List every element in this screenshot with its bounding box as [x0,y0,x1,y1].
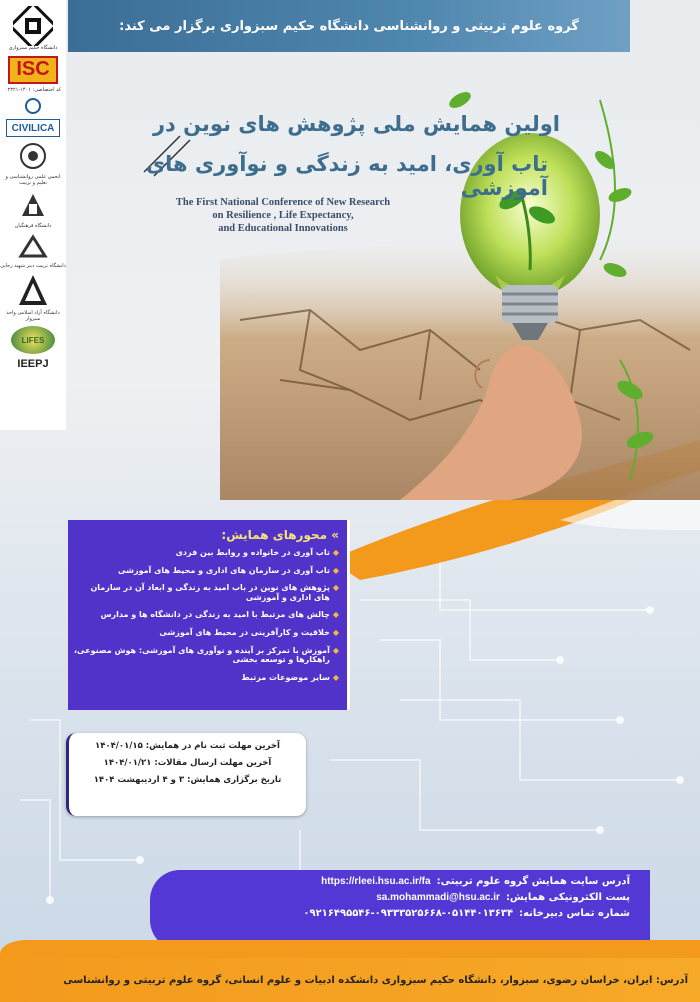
bullet-icon: ◆ [332,548,339,557]
list-item [74,566,339,576]
bullet-icon: ◆ [332,627,339,637]
chevron-icon: » [331,528,339,542]
axis-label: سایر موضوعات مرتبط [241,672,330,682]
farhangian-emblem-icon [18,190,48,220]
phone-label: شماره تماس دبیرخانه: [519,908,630,919]
isc-logo: ISC [8,56,58,84]
azad-caption: دانشگاه آزاد اسلامی واحد سبزوار [6,310,60,322]
ieepj-logo: IEEPJ [17,358,49,370]
civilica-logo: CIVILICA [6,119,60,137]
bullet-icon: ◆ [332,565,339,575]
phone-number: ۰۹۲۱۶۴۹۵۵۴۶-۰۹۳۳۳۵۲۵۶۶۸-۰۵۱۴۴۰۱۳۶۳۴ [303,908,514,919]
email-row [160,892,630,903]
axis-label: تاب آوری در سازمان های اداری و محیط های آموزشی [118,565,330,575]
axis-label: چالش های مرتبط با امید به زندگی در دانشگاه ها و مدارس [100,610,330,620]
list-item [74,628,339,638]
registration-deadline: آخرین مهلت ثبت نام در همایش: ۱۴۰۴/۰۱/۱۵ [95,741,280,751]
conference-title [140,108,570,253]
tarbiat-emblem-icon [18,234,48,260]
contact-banner [150,870,650,950]
submission-deadline: آخرین مهلت ارسال مقالات: ۱۴۰۴/۰۱/۲۱ [103,758,272,768]
assoc-emblem-icon [18,141,48,171]
assoc-caption: انجمن علمی روانشناسی و تعلیم و تربیت [5,174,61,186]
website-row [160,876,630,887]
university-emblem-icon [13,6,53,46]
azad-emblem-icon [17,273,49,307]
bullet-icon: ◆ [332,672,339,682]
university-logo [5,6,61,52]
axis-label: تاب آوری در خانواده و روابط بین فردی [175,548,330,557]
axis-label: خلاقیت و کارآفرینی در محیط های آموزشی [159,627,330,637]
axis-label: آموزش با تمرکز بر آینده و نوآوری های آموزشی: هوش مصنوعی، راهکارها و توسعه بخشی [74,645,330,665]
civilica-emblem-icon [13,97,53,115]
phone-row [160,908,630,919]
list-item [74,646,339,665]
farhangian-caption: دانشگاه فرهنگیان [14,223,52,229]
axes-list [74,548,339,682]
organizer-text: گروه علوم تربیتی و روانشناسی دانشگاه حکیم سبزواری برگزار می کند: [119,18,579,34]
sponsor-logos [0,0,66,430]
title-persian-line2: تاب آوری، امید به زندگی و نوآوری های آموزشی [145,152,548,200]
tarbiat-caption: دانشگاه تربیت دبیر شهید رجایی [0,262,66,269]
event-date: تاریخ برگزاری همایش: ۳ و ۴ اردیبهشت ۱۴۰۴ [93,775,282,785]
bullet-icon: ◆ [332,610,339,620]
title-english-line2: on Resilience , Life Expectancy, [212,210,354,222]
email-link[interactable]: sa.mohammadi@hsu.ac.ir [376,892,500,903]
organizer-banner [68,0,630,52]
list-item [74,610,339,620]
conference-axes-panel [68,520,350,710]
axes-title-text: محورهای همایش: [221,528,328,542]
list-item [74,583,339,602]
title-english-line1: The First National Conference of New Research [175,197,391,208]
email-label: پست الکترونیکی همایش: [505,892,630,903]
university-caption: دانشگاه حکیم سبزواری [8,45,58,51]
bullet-icon: ◆ [332,645,339,655]
website-link[interactable]: https://rleei.hsu.ac.ir/fa [321,876,431,887]
deadlines-box [66,733,306,816]
isc-code: کد اختصاصی: ۱۴۰۱-۰۲۳۲۱ [4,86,62,93]
lifes-logo: LIFES [11,326,55,354]
website-label: آدرس سایت همایش گروه علوم تربیتی: [436,876,630,887]
title-persian-line1: اولین همایش ملی پژوهش های نوین در [152,112,560,136]
title-english [148,196,418,235]
list-item [74,673,339,683]
address-text: آدرس: ایران، خراسان رضوی، سبزوار، دانشگاه حکیم سبزواری دانشکده ادبیات و علوم انسانی، گروه علوم تربیتی و روانشناسی [63,974,688,986]
list-item [74,548,339,558]
bullet-icon: ◆ [332,583,339,593]
axis-label: پژوهش های نوین در باب امید به زندگی و ابعاد آن در سازمان های اداری و آموزشی [90,583,330,602]
axes-title [74,528,339,542]
address-footer [0,958,700,1002]
title-english-line3: and Educational Innovations [218,223,348,235]
